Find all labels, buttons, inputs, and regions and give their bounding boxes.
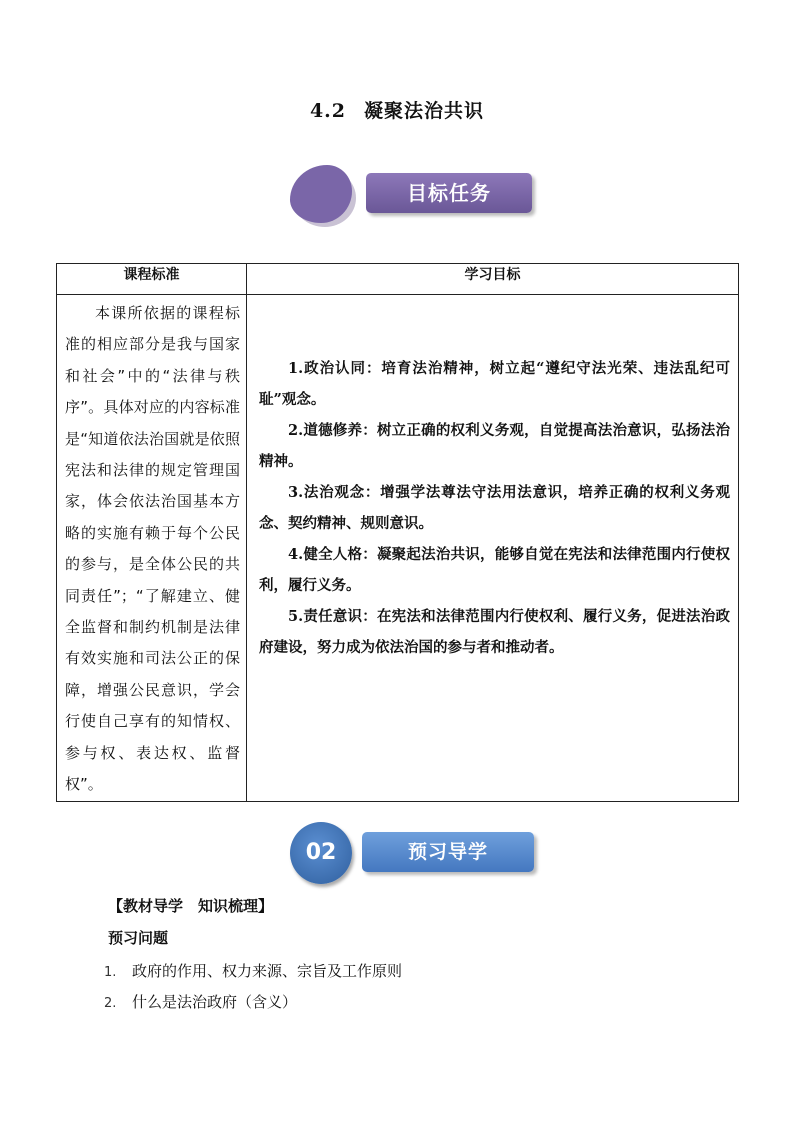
list-item — [104, 987, 402, 1018]
curriculum-standard-cell: 本课所依据的课程标准的相应部分是我与国家和社会”中的“法律与秩序”。具体对应的内容标准是“知道依法治国就是依照宪法和法律的规定管理国家，体会依法治国基本方略的实施有赖于每个公民的参与，是全体公民的共同责任”；“了解建立、健全监督和制约机制是法律有效实施和司法公正的保障，增强公民意识，学会行使自己享有的知情权、参与权、表达权、监督权”。 — [57, 295, 247, 802]
goals-banner-label: 目标任务 — [366, 173, 532, 213]
objective-item: 3.法治观念：增强学法尊法守法用法意识，培养正确的权利义务观念、契约精神、规则意识。 — [259, 484, 730, 532]
objective-item: 2.道德修养：树立正确的权利义务观，自觉提高法治意识，弘扬法治精神。 — [259, 422, 730, 470]
header-curriculum-standard: 课程标准 — [57, 264, 247, 295]
learning-objectives-cell — [247, 295, 739, 802]
lesson-title: 凝聚法治共识 — [364, 100, 485, 122]
preview-subheading: 预习问题 — [108, 929, 169, 947]
objective-item: 1.政治认同：培育法治精神，树立起“遵纪守法光荣、违法乱纪可耻”观念。 — [259, 360, 730, 408]
lesson-number: 4.2 — [309, 100, 347, 122]
section-number-badge: 02 — [290, 822, 352, 884]
page-title — [0, 96, 794, 123]
question-text: 政府的作用、权力来源、宗旨及工作原则 — [132, 962, 403, 980]
objective-item: 4.健全人格：凝聚起法治共识，能够自觉在宪法和法律范围内行使权利，履行义务。 — [259, 546, 730, 594]
question-number: 2. — [104, 996, 117, 1011]
table-header-row — [57, 264, 739, 295]
goals-table — [56, 263, 739, 802]
preview-banner-label: 预习导学 — [362, 832, 534, 872]
header-learning-objectives: 学习目标 — [247, 264, 739, 295]
objective-item: 5.责任意识：在宪法和法律范围内行使权利、履行义务，促进法治政府建设，努力成为依法治国的参与者和推动者。 — [259, 608, 730, 656]
goals-banner — [290, 165, 540, 225]
question-list — [104, 956, 402, 1018]
preview-banner — [290, 822, 540, 884]
preview-heading: 【教材导学 知识梳理】 — [108, 897, 274, 915]
list-item — [104, 956, 402, 987]
question-text: 什么是法治政府（含义） — [132, 993, 298, 1011]
question-number: 1. — [104, 965, 117, 980]
table-row — [57, 295, 739, 802]
